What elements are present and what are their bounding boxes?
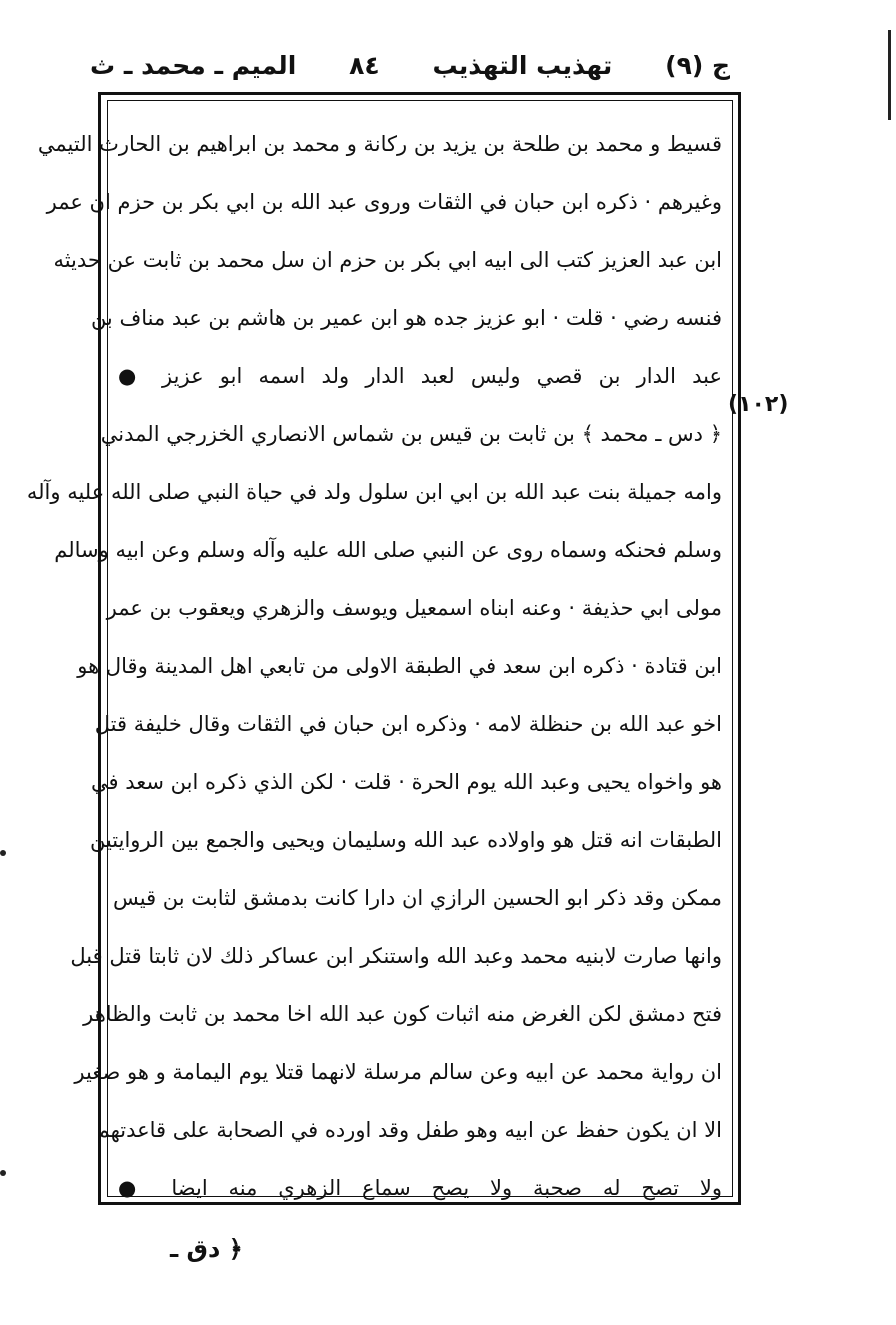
text-line: ان رواية محمد عن ابيه وعن سالم مرسلة لانهما قتلا يوم اليمامة و هو صغير — [74, 1060, 722, 1084]
catchword: ﴿ دق ـ — [170, 1235, 243, 1263]
text-line: عبد الدار بن قصي وليس لعبد الدار ولد اسمه ابو عزيز ● — [118, 364, 722, 388]
paragraph-entry — [26, 405, 722, 1217]
text-line: مولى ابي حذيفة · وعنه ابناه اسمعيل ويوسف والزهري ويعقوب بن عمر — [106, 596, 722, 620]
entry-number: (١٠٢) — [728, 392, 789, 417]
text-line: ولا تصح له صحبة ولا يصح سماع الزهري منه ايضا ● — [118, 1176, 722, 1200]
text-line: هو واخواه يحيى وعبد الله يوم الحرة · قلت · لكن الذي ذكره ابن سعد في — [90, 770, 722, 794]
text-line: قسيط و محمد بن طلحة بن يزيد بن ركانة و محمد بن ابراهيم بن الحارث التيمي — [37, 132, 722, 156]
margin-speck — [0, 1170, 6, 1176]
text-line: ممكن وقد ذكر ابو الحسين الرازي ان دارا كانت بدمشق لثابت بن قيس — [112, 886, 722, 910]
margin-speck — [0, 850, 6, 856]
text-line: الا ان يكون حفظ عن ابيه وهو طفل وقد اورده في الصحابة على قاعدتهم — [96, 1118, 722, 1142]
header-section: الميم ـ محمد ـ ث — [90, 50, 297, 80]
paragraph-continuation — [37, 115, 722, 405]
edge-mark — [888, 30, 891, 120]
text-line: فتح دمشق لكن الغرض منه اثبات كون عبد الله اخا محمد بن ثابت والظاهر — [83, 1002, 722, 1026]
header-volume: ج (٩) — [665, 50, 730, 80]
text-line: فنسه رضي · قلت · ابو عزيز جده هو ابن عمير بن هاشم بن عبد مناف بن — [90, 306, 722, 330]
text-line: الطبقات انه قتل هو واولاده عبد الله وسليمان ويحيى والجمع بين الروايتين — [89, 828, 722, 852]
text-line: وغيرهم · ذكره ابن حبان في الثقات وروى عبد الله بن ابي بكر بن حزم ان عمر — [46, 190, 722, 214]
text-line: ﴿ دس ـ محمد ﴾ بن ثابت بن قيس بن شماس الانصاري الخزرجي المدني — [100, 422, 722, 446]
header-book-title: تهذيب التهذيب — [432, 50, 613, 80]
text-line: وسلم فحنكه وسماه روى عن النبي صلى الله عليه وآله وسلم وعن ابيه وسالم — [54, 538, 722, 562]
text-line: ابن قتادة · ذكره ابن سعد في الطبقة الاولى من تابعي اهل المدينة وقال هو — [77, 654, 722, 678]
running-header — [90, 40, 730, 90]
header-page-number: ٨٤ — [349, 50, 380, 80]
text-line: وانها صارت لابنيه محمد وعبد الله واستنكر ابن عساكر ذلك لان ثابتا قتل قبل — [70, 944, 722, 968]
text-line: وامه جميلة بنت عبد الله بن ابي ابن سلول ولد في حياة النبي صلى الله عليه وآله — [26, 480, 722, 504]
text-line: ابن عبد العزيز كتب الى ابيه ابي بكر بن حزم ان سل محمد بن ثابت عن حديثه — [53, 248, 722, 272]
text-line: اخو عبد الله بن حنظلة لامه · وذكره ابن حبان في الثقات وقال خليفة قتل — [94, 712, 722, 736]
